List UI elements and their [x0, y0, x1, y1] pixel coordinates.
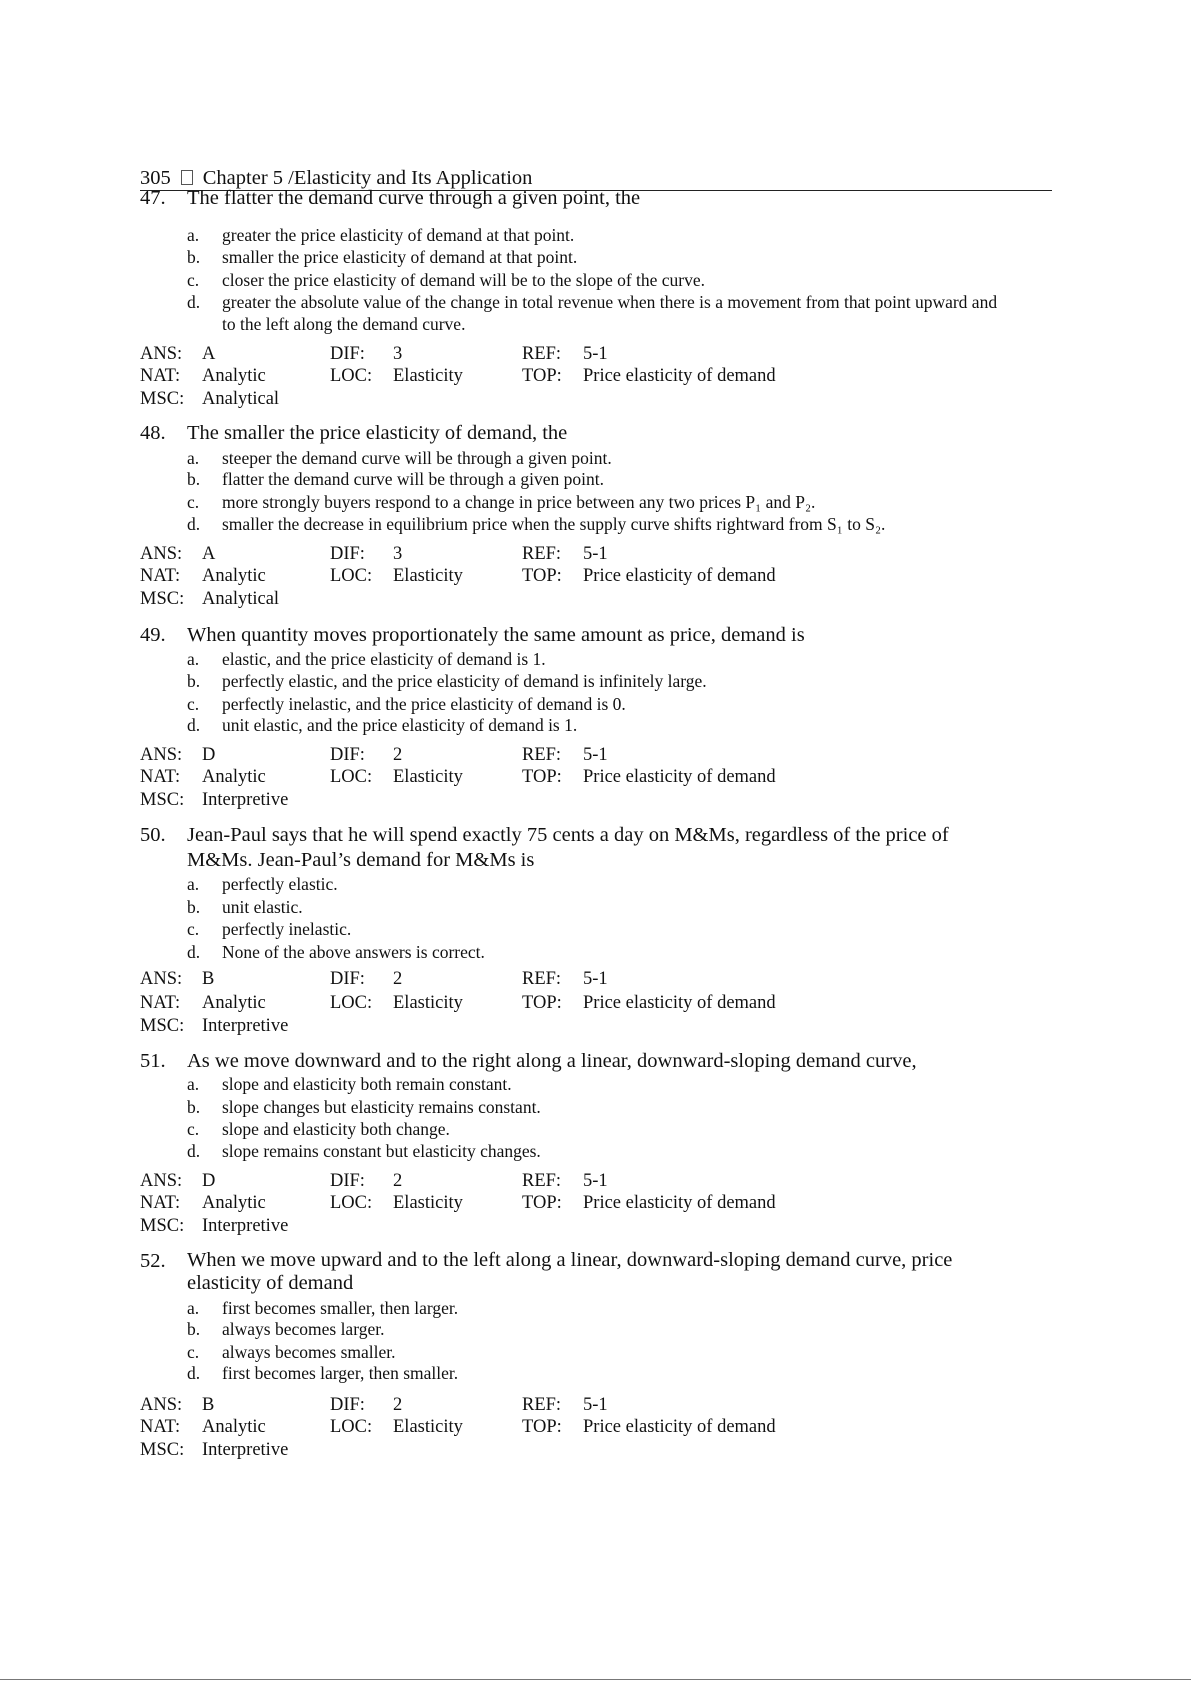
question-text: The flatter the demand curve through a given point, the [187, 187, 641, 209]
ans-label: ANS: [140, 969, 183, 989]
option-text: unit elastic. [222, 897, 303, 917]
option-letter: c. [187, 694, 200, 714]
question-number: 47. [140, 187, 166, 209]
dif-label: DIF: [330, 544, 365, 564]
option-letter: d. [187, 514, 201, 534]
option-letter: d. [187, 1141, 201, 1161]
option-letter: c. [187, 1119, 200, 1139]
option-letter: a. [187, 1298, 200, 1318]
dif-value: 2 [393, 1395, 403, 1415]
option-text: first becomes larger, then smaller. [222, 1363, 459, 1383]
nat-label: NAT: [140, 1417, 181, 1438]
loc-label: LOC: [330, 1193, 373, 1214]
loc-value: Elasticity [393, 1193, 463, 1214]
ref-value: 5-1 [583, 344, 608, 364]
ref-label: REF: [522, 969, 562, 989]
ref-label: REF: [522, 544, 562, 564]
option-letter: c. [187, 270, 200, 290]
top-value: Price elasticity of demand [583, 1193, 776, 1214]
question-50 [0, 823, 1191, 1036]
option-text: unit elastic, and the price elasticity of demand is 1. [222, 715, 578, 735]
ref-value: 5-1 [583, 544, 608, 564]
question-number: 48. [140, 422, 166, 444]
option-letter: c. [187, 1342, 200, 1362]
question-stem [0, 1049, 1191, 1074]
option-text: slope and elasticity both remain constant. [222, 1074, 512, 1094]
nat-label: NAT: [140, 767, 181, 788]
msc-value: Analytical [202, 388, 280, 409]
top-label: TOP: [522, 1417, 562, 1438]
nat-value: Analytic [202, 366, 266, 387]
msc-label: MSC: [140, 1439, 185, 1460]
answer-metadata [0, 968, 1191, 1037]
loc-value: Elasticity [393, 993, 463, 1014]
option-text: slope and elasticity both change. [222, 1119, 450, 1139]
option-letter: a. [187, 649, 200, 669]
ref-value: 5-1 [583, 1171, 608, 1191]
ans-value: D [202, 745, 216, 765]
dif-value: 3 [393, 544, 403, 564]
option-text: perfectly elastic, and the price elasticity of demand is infinitely large. [222, 671, 707, 691]
page-number: 305 [140, 167, 171, 189]
top-label: TOP: [522, 1193, 562, 1214]
question-number: 52. [140, 1250, 166, 1272]
option-letter: b. [187, 469, 201, 489]
question-number: 51. [140, 1050, 166, 1072]
loc-label: LOC: [330, 366, 373, 387]
ref-label: REF: [522, 1395, 562, 1415]
ans-value: D [202, 1171, 216, 1191]
ref-label: REF: [522, 1171, 562, 1191]
question-text: When we move upward and to the left along a linear, downward-sloping demand curve, price elasticity of demand [187, 1249, 953, 1294]
nat-value: Analytic [202, 1417, 266, 1438]
option-letter: d. [187, 292, 201, 312]
option-text: more strongly buyers respond to a change in price between any two prices P₁ and P₂. [222, 492, 816, 512]
msc-label: MSC: [140, 1215, 185, 1236]
option-letter: a. [187, 874, 200, 894]
top-label: TOP: [522, 566, 562, 587]
msc-label: MSC: [140, 789, 185, 810]
question-text: As we move downward and to the right along a linear, downward-sloping demand curve, [187, 1050, 917, 1072]
ans-value: B [202, 1395, 215, 1415]
option-letter: c. [187, 492, 200, 512]
answer-metadata [0, 1170, 1191, 1237]
ans-label: ANS: [140, 745, 183, 765]
nat-label: NAT: [140, 993, 181, 1014]
answer-metadata [0, 543, 1191, 610]
top-value: Price elasticity of demand [583, 566, 776, 587]
question-stem [0, 823, 1191, 873]
question-stem [0, 421, 1191, 446]
option-text: slope changes but elasticity remains constant. [222, 1097, 541, 1117]
top-label: TOP: [522, 767, 562, 788]
top-value: Price elasticity of demand [583, 1417, 776, 1438]
option-text: smaller the price elasticity of demand at that point. [222, 247, 578, 267]
loc-label: LOC: [330, 993, 373, 1014]
ref-label: REF: [522, 745, 562, 765]
option-letter: c. [187, 919, 200, 939]
option-text: steeper the demand curve will be through a given point. [222, 448, 612, 468]
option-letter: b. [187, 671, 201, 691]
nat-value: Analytic [202, 566, 266, 587]
option-letter: b. [187, 1319, 201, 1339]
nat-label: NAT: [140, 566, 181, 587]
ans-value: B [202, 969, 215, 989]
dif-label: DIF: [330, 1171, 365, 1191]
question-number: 49. [140, 624, 166, 646]
question-stem [0, 186, 1191, 211]
option-text: slope remains constant but elasticity changes. [222, 1141, 541, 1161]
option-text: perfectly inelastic. [222, 919, 352, 939]
loc-value: Elasticity [393, 566, 463, 587]
option-text: always becomes larger. [222, 1319, 385, 1339]
question-49 [0, 623, 1191, 810]
option-letter: a. [187, 225, 200, 245]
option-text: closer the price elasticity of demand will be to the slope of the curve. [222, 270, 706, 290]
ref-label: REF: [522, 344, 562, 364]
dif-value: 3 [393, 344, 403, 364]
ans-value: A [202, 544, 216, 564]
question-text: When quantity moves proportionately the same amount as price, demand is [187, 624, 805, 646]
top-value: Price elasticity of demand [583, 993, 776, 1014]
top-value: Price elasticity of demand [583, 767, 776, 788]
option-letter: d. [187, 942, 201, 962]
option-letter: b. [187, 247, 201, 267]
dif-label: DIF: [330, 969, 365, 989]
question-stem [0, 623, 1191, 648]
question-text: Jean-Paul says that he will spend exactly 75 cents a day on M&Ms, regardless of the price of M&Ms. Jean-Paul’s demand for M&Ms is [187, 824, 949, 871]
option-letter: b. [187, 897, 201, 917]
top-value: Price elasticity of demand [583, 366, 776, 387]
option-letter: a. [187, 448, 200, 468]
question-48 [0, 421, 1191, 609]
top-label: TOP: [522, 993, 562, 1014]
ans-label: ANS: [140, 344, 183, 364]
option-text: always becomes smaller. [222, 1342, 396, 1362]
msc-value: Interpretive [202, 1439, 289, 1460]
msc-label: MSC: [140, 1015, 185, 1036]
option-text: smaller the decrease in equilibrium price when the supply curve shifts rightward from S₁ to S₂. [222, 514, 886, 534]
ref-value: 5-1 [583, 1395, 608, 1415]
option-text: elastic, and the price elasticity of demand is 1. [222, 649, 546, 669]
question-stem [0, 1249, 1191, 1299]
nat-value: Analytic [202, 993, 266, 1014]
option-text: perfectly inelastic, and the price elasticity of demand is 0. [222, 694, 626, 714]
option-text: None of the above answers is correct. [222, 942, 485, 962]
option-text: greater the absolute value of the change in total revenue when there is a movement from that point upward and to the left along the demand curve. [222, 292, 998, 334]
dif-value: 2 [393, 969, 403, 989]
answer-metadata [0, 744, 1191, 811]
ref-value: 5-1 [583, 969, 608, 989]
ref-value: 5-1 [583, 745, 608, 765]
question-51 [0, 1049, 1191, 1236]
msc-value: Analytical [202, 588, 280, 609]
option-letter: b. [187, 1097, 201, 1117]
loc-label: LOC: [330, 767, 373, 788]
ans-label: ANS: [140, 544, 183, 564]
dif-label: DIF: [330, 1395, 365, 1415]
question-47 [0, 186, 1191, 409]
page-bottom-edge [0, 1679, 1191, 1680]
dif-label: DIF: [330, 344, 365, 364]
msc-value: Interpretive [202, 1015, 289, 1036]
ans-label: ANS: [140, 1395, 183, 1415]
loc-label: LOC: [330, 1417, 373, 1438]
dif-value: 2 [393, 1171, 403, 1191]
loc-value: Elasticity [393, 767, 463, 788]
option-letter: d. [187, 1363, 201, 1383]
option-letter: a. [187, 1074, 200, 1094]
nat-value: Analytic [202, 1193, 266, 1214]
loc-value: Elasticity [393, 1417, 463, 1438]
option-text: flatter the demand curve will be through a given point. [222, 469, 604, 489]
loc-label: LOC: [330, 566, 373, 587]
msc-label: MSC: [140, 388, 185, 409]
chapter-title: Chapter 5 /Elasticity and Its Application [202, 167, 533, 189]
question-text: The smaller the price elasticity of demand, the [187, 422, 568, 444]
answer-metadata [0, 1394, 1191, 1461]
loc-value: Elasticity [393, 366, 463, 387]
question-number: 50. [140, 824, 166, 846]
question-52 [0, 1249, 1191, 1460]
msc-label: MSC: [140, 588, 185, 609]
ans-value: A [202, 344, 216, 364]
msc-value: Interpretive [202, 1215, 289, 1236]
answer-metadata [0, 343, 1191, 410]
msc-value: Interpretive [202, 789, 289, 810]
top-label: TOP: [522, 366, 562, 387]
option-text: perfectly elastic. [222, 874, 338, 894]
option-text: greater the price elasticity of demand at that point. [222, 225, 575, 245]
option-text: first becomes smaller, then larger. [222, 1298, 459, 1318]
ans-label: ANS: [140, 1171, 183, 1191]
nat-value: Analytic [202, 767, 266, 788]
nat-label: NAT: [140, 366, 181, 387]
option-letter: d. [187, 715, 201, 735]
dif-value: 2 [393, 745, 403, 765]
nat-label: NAT: [140, 1193, 181, 1214]
dif-label: DIF: [330, 745, 365, 765]
